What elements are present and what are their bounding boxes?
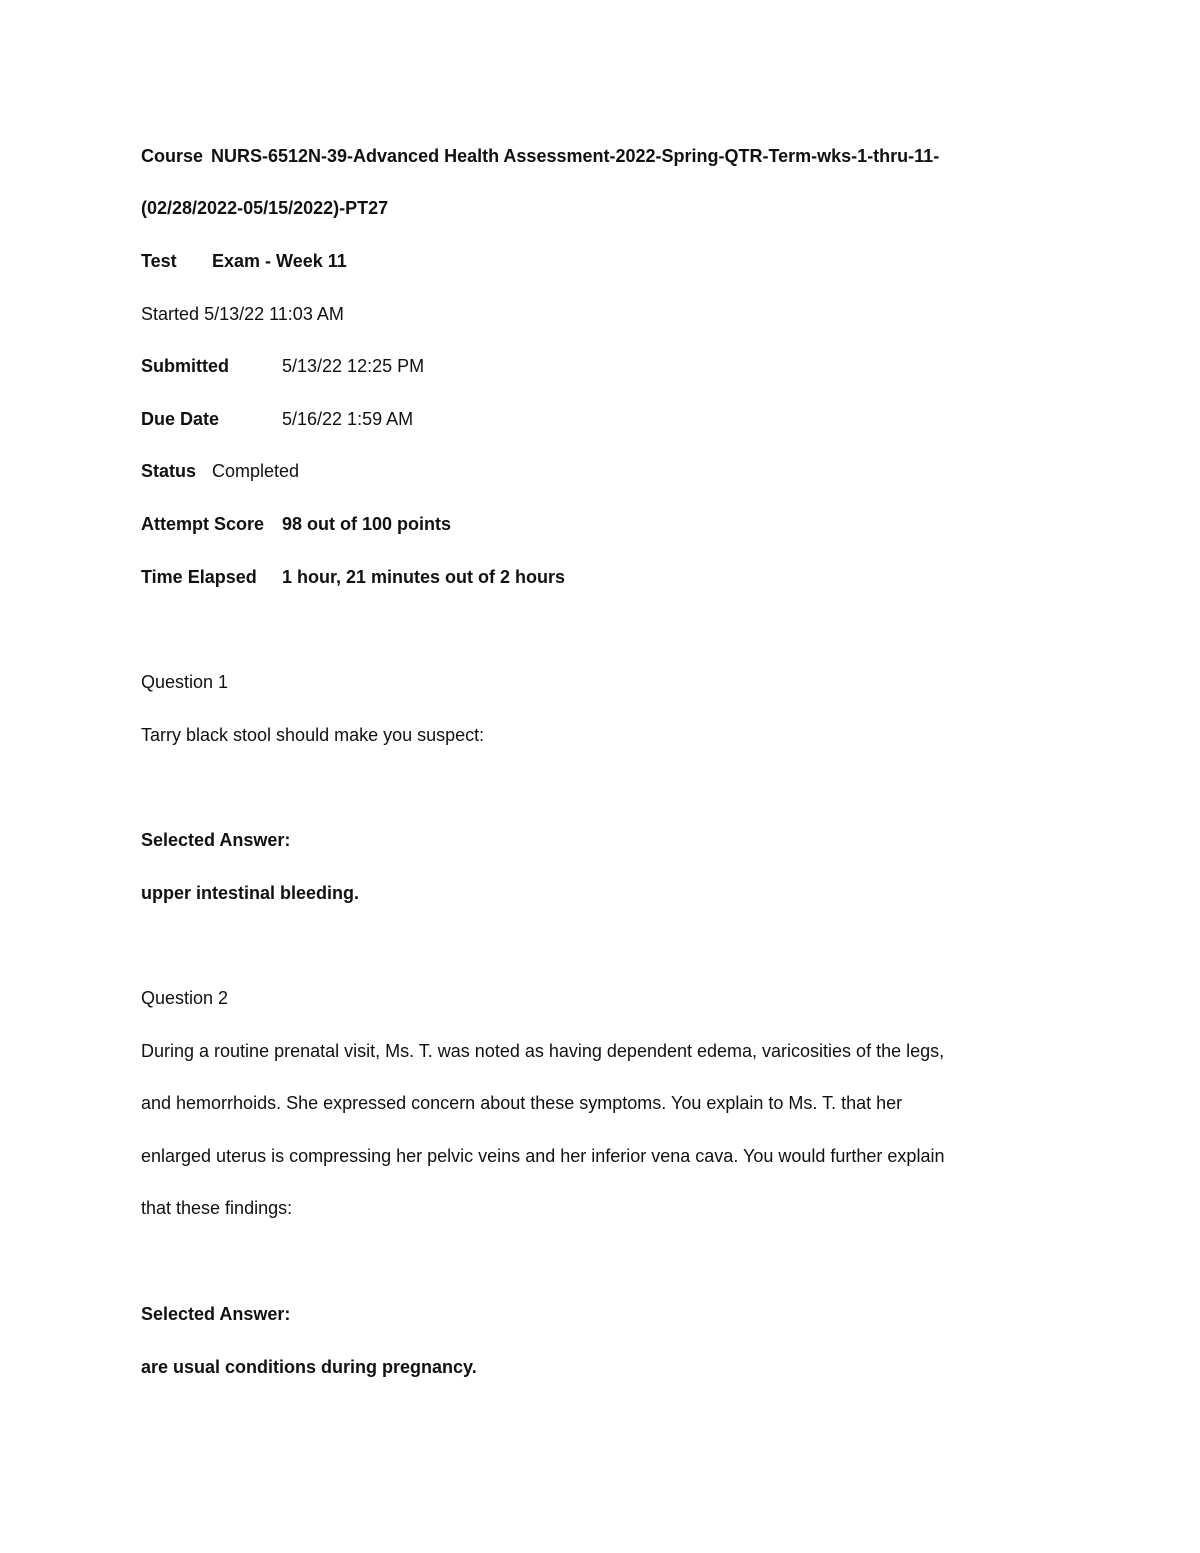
course-label: Course bbox=[141, 146, 204, 166]
status-label: Status bbox=[141, 461, 197, 481]
submitted-value: 5/13/22 12:25 PM bbox=[282, 356, 425, 376]
due-date-value: 5/16/22 1:59 AM bbox=[282, 409, 414, 429]
started-value: 5/13/22 11:03 AM bbox=[204, 304, 344, 324]
question-2-text-line-3: enlarged uterus is compressing her pelvic veins and her inferior vena cava. You would further explain bbox=[141, 1146, 945, 1166]
test-value: Exam - Week 11 bbox=[212, 251, 347, 271]
submitted-label: Submitted bbox=[141, 356, 229, 376]
test-label: Test bbox=[141, 251, 177, 271]
course-line-continued bbox=[141, 197, 388, 219]
attempt-score-value: 98 out of 100 points bbox=[282, 514, 452, 534]
status-value: Completed bbox=[212, 461, 300, 481]
question-2-text-line-2: and hemorrhoids. She expressed concern about these symptoms. You explain to Ms. T. that her bbox=[141, 1093, 903, 1113]
question-1-selected-label: Selected Answer: bbox=[141, 830, 291, 850]
question-2-selected-label: Selected Answer: bbox=[141, 1304, 291, 1324]
question-2-answer: are usual conditions during pregnancy. bbox=[141, 1357, 477, 1377]
due-date-label: Due Date bbox=[141, 409, 220, 429]
due-date-line bbox=[141, 408, 413, 430]
question-1-answer: upper intestinal bleeding. bbox=[141, 883, 360, 903]
submitted-line bbox=[141, 355, 424, 377]
question-2-text-line-4: that these findings: bbox=[141, 1198, 293, 1218]
test-line bbox=[141, 250, 347, 272]
attempt-score-label: Attempt Score bbox=[141, 514, 265, 534]
started-line bbox=[141, 303, 344, 325]
question-2-text-line-1: During a routine prenatal visit, Ms. T. was noted as having dependent edema, varicosities of the legs, bbox=[141, 1041, 945, 1061]
course-value-continued: (02/28/2022-05/15/2022)-PT27 bbox=[141, 198, 389, 218]
time-elapsed-label: Time Elapsed bbox=[141, 567, 257, 587]
question-2-title: Question 2 bbox=[141, 988, 229, 1008]
time-elapsed-line bbox=[141, 566, 565, 588]
course-line bbox=[141, 145, 939, 167]
question-1-text: Tarry black stool should make you suspect: bbox=[141, 725, 485, 745]
time-elapsed-value: 1 hour, 21 minutes out of 2 hours bbox=[282, 567, 566, 587]
question-1-title: Question 1 bbox=[141, 672, 229, 692]
course-value: NURS-6512N-39-Advanced Health Assessment-2022-Spring-QTR-Term-wks-1-thru-11- bbox=[211, 146, 940, 166]
status-line bbox=[141, 460, 299, 482]
attempt-score-line bbox=[141, 513, 451, 535]
started-label: Started bbox=[141, 304, 200, 324]
